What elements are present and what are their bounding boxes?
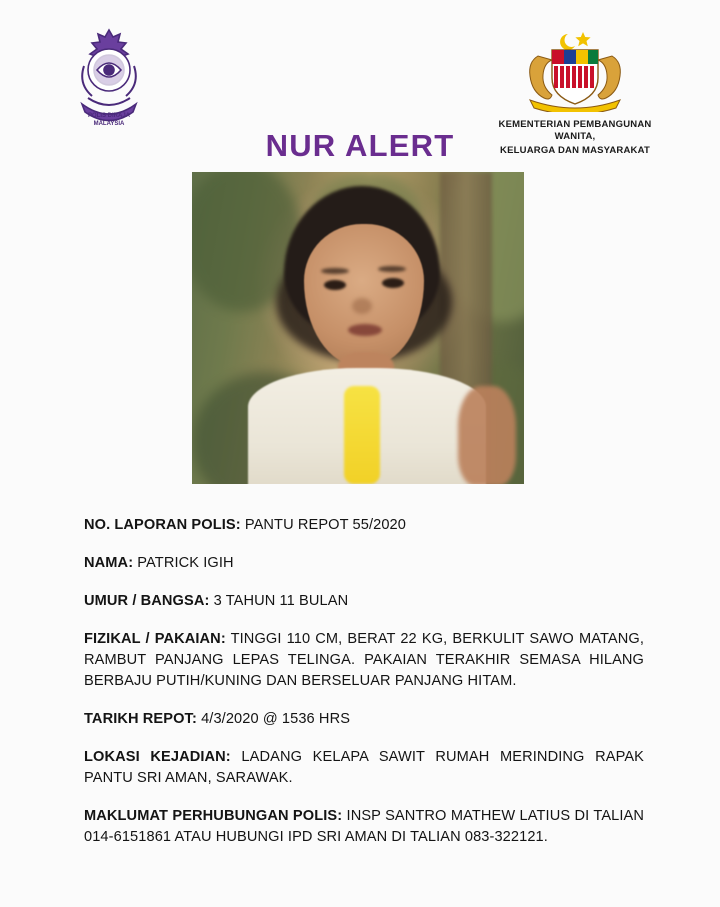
field-separator: : bbox=[337, 807, 343, 824]
field-nama bbox=[84, 553, 644, 574]
field-lokasi-kejadian bbox=[84, 747, 644, 789]
field-value: LADANG KELAPA SAWIT RUMAH MERINDING RAPAK PANTU SRI AMAN, SARAWAK. bbox=[84, 748, 644, 786]
field-umur-bangsa bbox=[84, 591, 644, 612]
details-list bbox=[84, 500, 644, 848]
svg-text:MALAYSIA: MALAYSIA bbox=[93, 121, 125, 127]
field-label: TARIKH REPOT bbox=[84, 710, 192, 727]
field-tarikh-repot bbox=[84, 709, 644, 730]
field-maklumat-perhubungan-polis bbox=[84, 806, 644, 848]
page-title: NUR ALERT bbox=[265, 128, 455, 163]
field-label: NO. LAPORAN POLIS bbox=[84, 516, 236, 533]
field-separator: : bbox=[128, 554, 134, 571]
ministry-name-line-1: KEMENTERIAN PEMBANGUNAN WANITA, bbox=[498, 119, 652, 142]
field-separator: : bbox=[235, 516, 241, 533]
field-separator: : bbox=[191, 710, 197, 727]
ministry-name-line-2: KELUARGA DAN MASYARAKAT bbox=[500, 145, 650, 156]
field-value: 3 TAHUN 11 BULAN bbox=[209, 592, 349, 609]
field-value: TINGGI 110 CM, BERAT 22 KG, BERKULIT SAWO MATANG, RAMBUT PANJANG LEPAS TELINGA. PAKAIAN TERAKHIR SEMASA HILANG BERBAJU PUTIH/KUNING DAN BERSELUAR PANJANG HITAM. bbox=[84, 630, 644, 689]
field-value: INSP SANTRO MATHEW LATIUS DI TALIAN 014-6151861 ATAU HUBUNGI IPD SRI AMAN DI TALIAN 083-322121. bbox=[84, 807, 644, 845]
field-label: UMUR / BANGSA bbox=[84, 592, 205, 609]
field-label: LOKASI KEJADIAN bbox=[84, 748, 226, 765]
missing-child-photo bbox=[192, 172, 524, 484]
poster-header bbox=[0, 0, 720, 163]
field-label: NAMA bbox=[84, 554, 129, 571]
field-value: PATRICK IGIH bbox=[133, 554, 234, 571]
field-fizikal-pakaian bbox=[84, 629, 644, 692]
field-value: 4/3/2020 @ 1536 HRS bbox=[196, 710, 351, 727]
field-label: FIZIKAL / PAKAIAN bbox=[84, 630, 221, 647]
royal-malaysia-police-crest-icon bbox=[64, 26, 154, 138]
field-separator: : bbox=[220, 630, 226, 647]
field-no-laporan-polis bbox=[84, 515, 644, 536]
svg-text:POLIS DIRAJA: POLIS DIRAJA bbox=[87, 113, 131, 119]
malaysia-coat-of-arms-icon bbox=[480, 26, 670, 156]
field-separator: : bbox=[204, 592, 210, 609]
field-value: PANTU REPOT 55/2020 bbox=[240, 516, 406, 533]
field-separator: : bbox=[225, 748, 231, 765]
field-label: MAKLUMAT PERHUBUNGAN POLIS bbox=[84, 807, 338, 824]
